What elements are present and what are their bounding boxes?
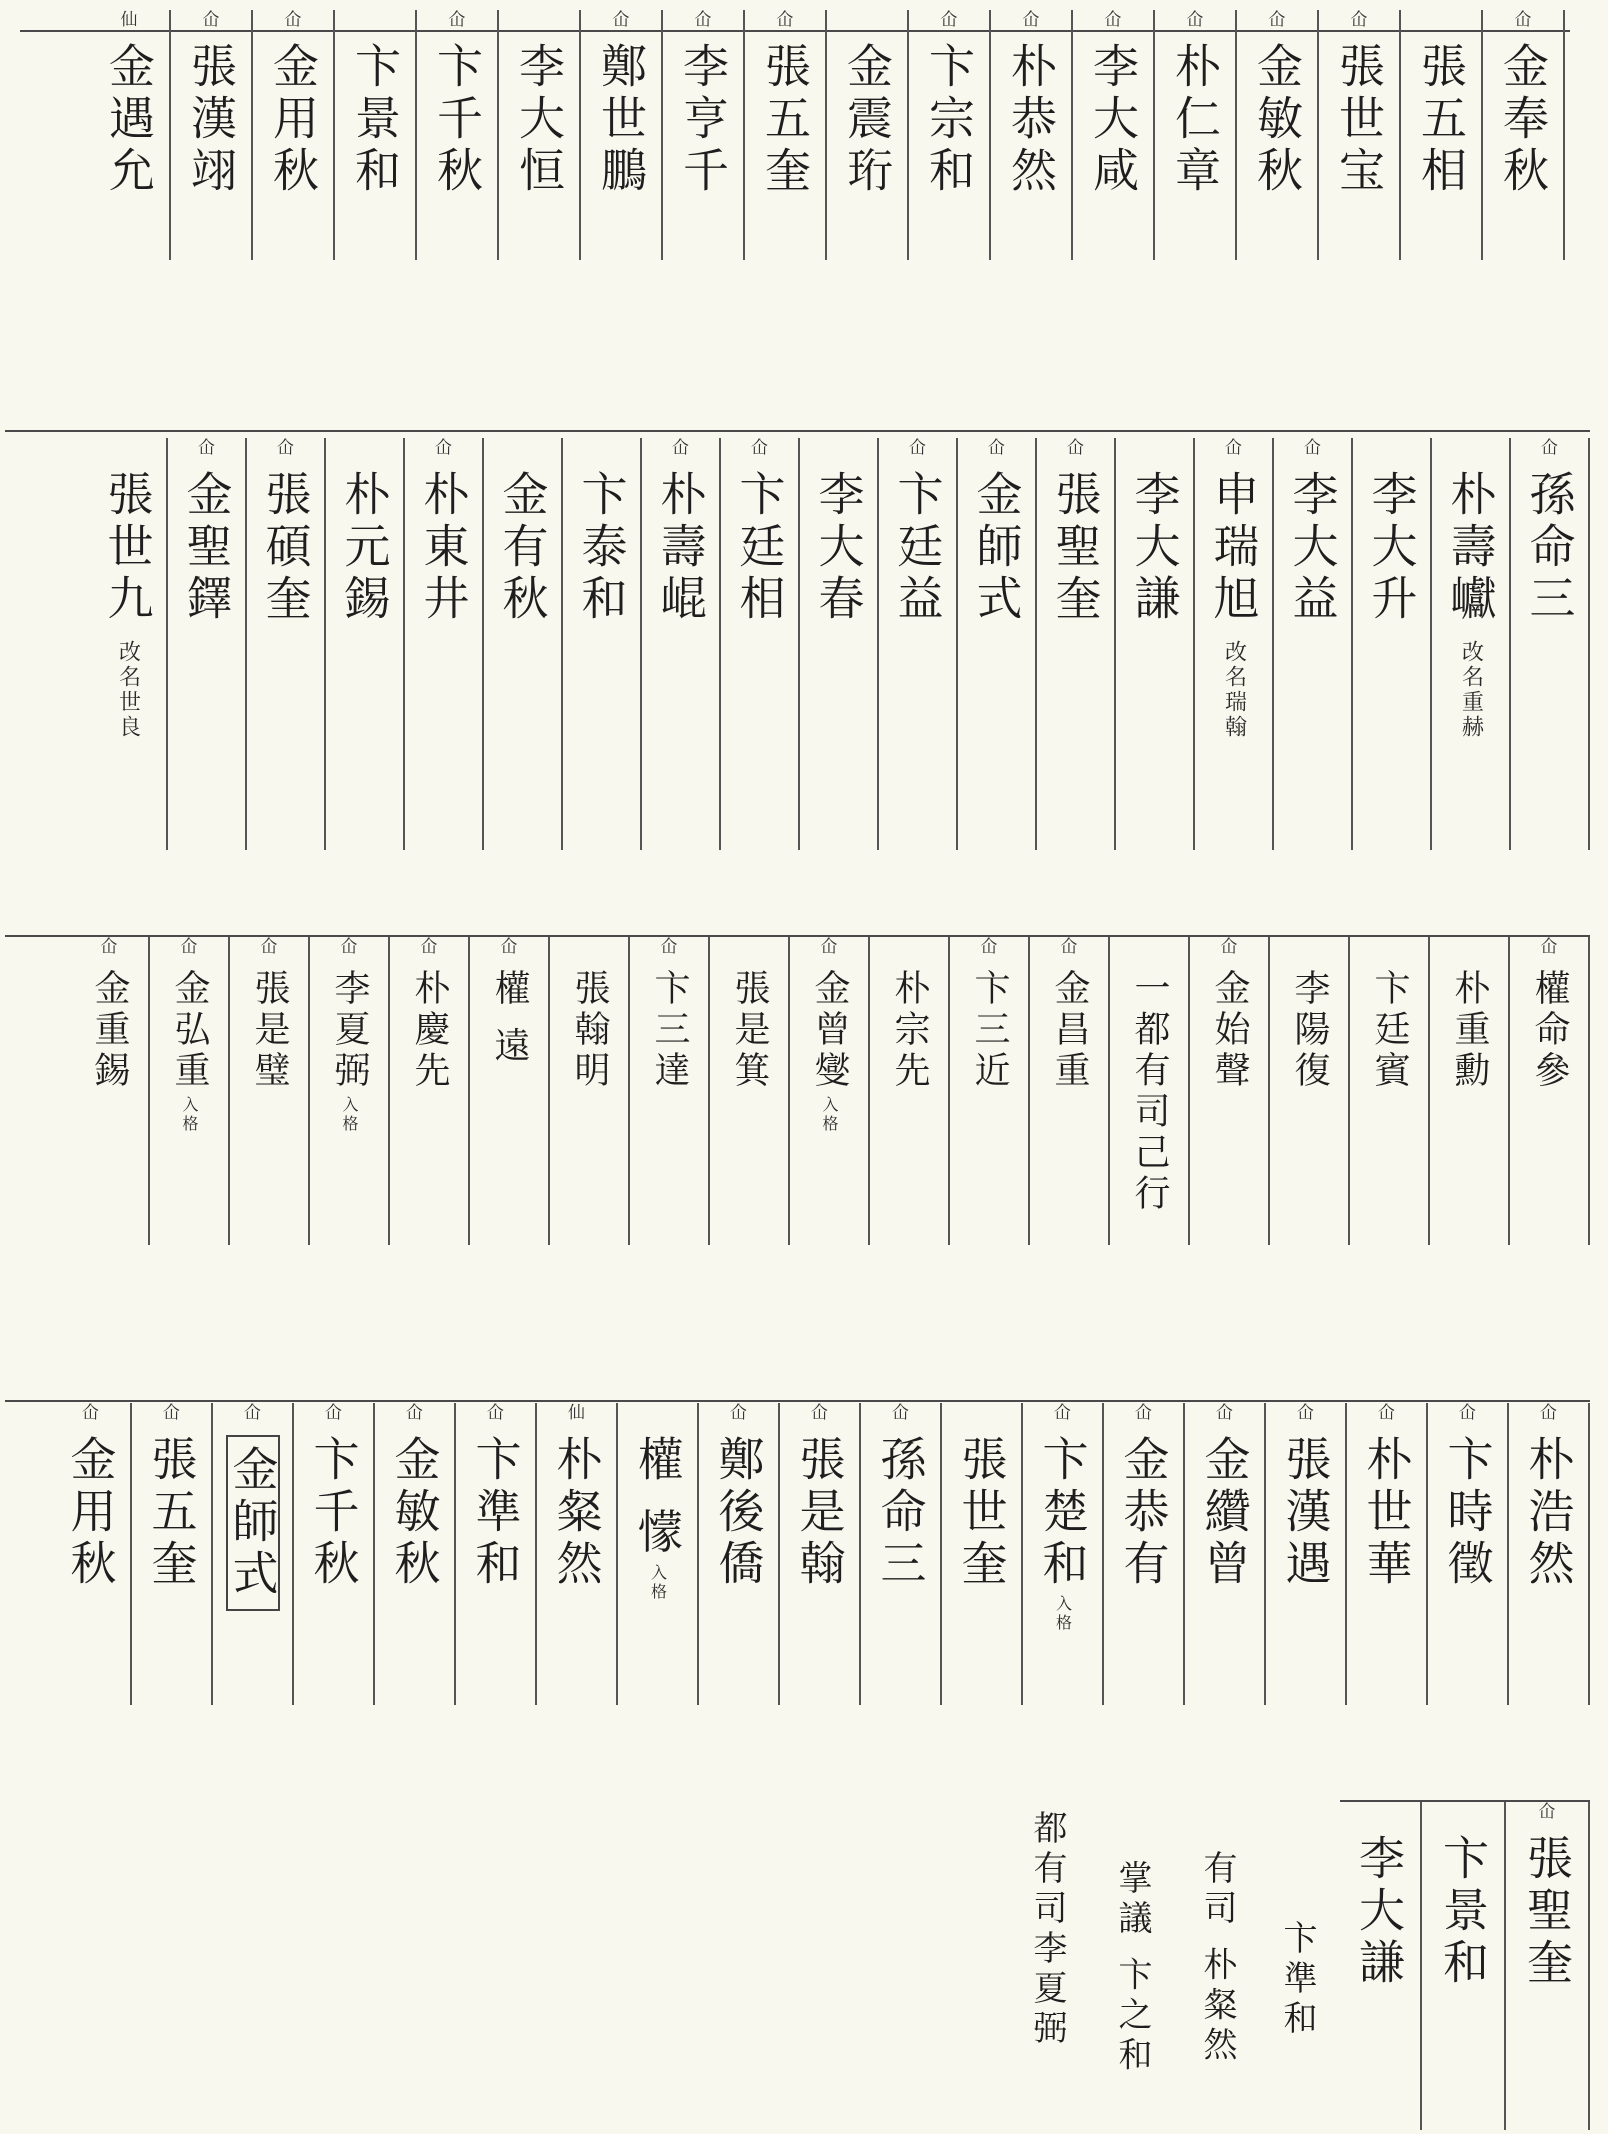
name-column (89, 10, 171, 260)
name-column (581, 10, 663, 260)
attendance-mark: 仚 (202, 10, 220, 30)
attendance-mark: 仚 (1135, 1403, 1152, 1423)
attendance-mark (800, 438, 877, 462)
person-name: 孫命三 (1522, 470, 1577, 626)
attendance-mark: 仚 (180, 937, 198, 957)
name-column (745, 10, 827, 260)
name-column (800, 438, 879, 850)
name-column (1350, 937, 1430, 1245)
person-name: 卞準和 (468, 1435, 523, 1591)
name-column (537, 1403, 618, 1705)
officer-line-1: 卞準和 (1277, 1920, 1317, 2040)
person-name: 卞千秋 (306, 1435, 361, 1591)
person-name: 金聖鐸 (179, 470, 234, 626)
name-column (1116, 438, 1195, 850)
attendance-mark: 仚 (776, 10, 794, 30)
attendance-mark: 仚 (730, 1403, 747, 1423)
person-name: 卞廷相 (732, 470, 787, 626)
attendance-mark: 仚 (1067, 438, 1084, 458)
name-column (699, 1403, 780, 1705)
row-2-rule (5, 430, 1590, 432)
person-name: 卞楚和 (1035, 1435, 1090, 1591)
attendance-mark: 仚 (1104, 10, 1122, 30)
person-name: 李大益 (1285, 470, 1340, 626)
name-column (456, 1403, 537, 1705)
attendance-mark: 仚 (325, 1403, 342, 1423)
attendance-mark (1401, 10, 1481, 34)
name-column (1483, 10, 1565, 260)
name-column (417, 10, 499, 260)
attendance-mark (335, 10, 415, 34)
officer-line-2: 有司 朴粲然 (1197, 1850, 1237, 2067)
person-name: 朴仁章 (1168, 42, 1222, 198)
name-column (1347, 1403, 1428, 1705)
name-column (1104, 1403, 1185, 1705)
attendance-mark: 仚 (284, 10, 302, 30)
person-name: 金師式 (969, 470, 1024, 626)
attendance-mark (1116, 438, 1193, 462)
person-name: 朴壽巘 (1443, 470, 1498, 626)
person-name: 金昌重 (1049, 969, 1090, 1092)
person-name: 卞廷益 (890, 470, 945, 626)
person-name: 張五奎 (758, 42, 812, 198)
name-column (484, 438, 563, 850)
officers-block (1010, 1810, 1340, 2110)
name-column (1506, 1802, 1590, 2130)
name-column (1428, 1403, 1509, 1705)
person-name: 李大恒 (512, 42, 566, 198)
name-column (1274, 438, 1353, 850)
name-note: 改名世良 (115, 640, 141, 740)
person-name: 朴慶先 (409, 969, 450, 1092)
attendance-mark: 仚 (980, 937, 998, 957)
person-name: 李夏弼 (329, 969, 370, 1092)
person-name: 張世九 (100, 470, 155, 626)
attendance-mark (710, 937, 788, 961)
attendance-mark: 仚 (1225, 438, 1242, 458)
person-name: 金曾燮 (809, 969, 850, 1092)
attendance-mark (550, 937, 628, 961)
name-column (827, 10, 909, 260)
name-column (958, 438, 1037, 850)
name-column (1030, 937, 1110, 1245)
person-name: 金用秋 (63, 1435, 118, 1591)
name-row-2 (0, 430, 1608, 850)
attendance-mark: 仚 (448, 10, 466, 30)
attendance-mark (1338, 1802, 1420, 1826)
name-column (780, 1403, 861, 1705)
name-column (375, 1403, 456, 1705)
person-name: 權 懞 (630, 1435, 685, 1560)
name-column (942, 1403, 1023, 1705)
attendance-mark (1110, 937, 1188, 961)
attendance-mark: 仚 (244, 1403, 261, 1423)
name-column (51, 1403, 132, 1705)
person-name: 朴東井 (416, 470, 471, 626)
name-column (1510, 937, 1590, 1245)
name-column (1511, 438, 1590, 850)
person-name: 金奉秋 (1496, 42, 1550, 198)
name-column (1195, 438, 1274, 850)
name-column (1422, 1802, 1506, 2130)
attendance-mark: 仚 (909, 438, 926, 458)
person-name: 張聖奎 (1520, 1834, 1574, 1990)
person-name: 張碩奎 (258, 470, 313, 626)
attendance-mark: 仚 (988, 438, 1005, 458)
person-name: 張是箕 (729, 969, 770, 1092)
attendance-mark: 仚 (1541, 438, 1558, 458)
attendance-mark: 仚 (1054, 1403, 1071, 1423)
person-name: 卞景和 (348, 42, 402, 198)
attendance-mark (484, 438, 561, 462)
name-column (1432, 438, 1511, 850)
person-name: 李大春 (811, 470, 866, 626)
name-column (150, 937, 230, 1245)
attendance-mark (1350, 937, 1428, 961)
person-name: 李亨千 (676, 42, 730, 198)
name-column (1110, 937, 1190, 1245)
person-name: 金師式 (226, 1435, 280, 1611)
attendance-mark: 仙 (568, 1403, 585, 1423)
name-column (247, 438, 326, 850)
name-column (879, 438, 958, 850)
person-name: 孫命三 (873, 1435, 928, 1591)
attendance-mark (942, 1403, 1021, 1427)
name-note: 入格 (820, 1096, 839, 1134)
name-note: 入格 (648, 1563, 668, 1602)
attendance-mark: 仚 (1060, 937, 1078, 957)
name-column (710, 937, 790, 1245)
name-column (499, 10, 581, 260)
name-column (405, 438, 484, 850)
row-4-rule (5, 1400, 1590, 1402)
name-column (618, 1403, 699, 1705)
person-name: 金用秋 (266, 42, 320, 198)
attendance-mark (1270, 937, 1348, 961)
person-name: 權 遠 (489, 969, 530, 1068)
name-column (1401, 10, 1483, 260)
name-column (470, 937, 550, 1245)
attendance-mark: 仚 (1022, 10, 1040, 30)
attendance-mark (499, 10, 579, 34)
person-name: 張是翰 (792, 1435, 847, 1591)
name-column (335, 10, 417, 260)
person-name: 張世宝 (1332, 42, 1386, 198)
name-column (1073, 10, 1155, 260)
person-name: 李大謙 (1352, 1834, 1406, 1990)
attendance-mark: 仚 (487, 1403, 504, 1423)
attendance-mark: 仙 (120, 10, 138, 30)
name-column (870, 937, 950, 1245)
attendance-mark (618, 1403, 697, 1427)
attendance-mark: 仚 (260, 937, 278, 957)
person-name: 朴粲然 (549, 1435, 604, 1591)
attendance-mark: 仚 (435, 438, 452, 458)
attendance-mark (563, 438, 640, 462)
person-name: 卞三近 (969, 969, 1010, 1092)
name-column (132, 1403, 213, 1705)
attendance-mark: 仚 (672, 438, 689, 458)
name-column (950, 937, 1030, 1245)
attendance-mark: 仚 (420, 937, 438, 957)
attendance-mark: 仚 (1538, 1802, 1556, 1822)
attendance-mark (326, 438, 403, 462)
attendance-mark (870, 937, 948, 961)
person-name: 權命參 (1529, 969, 1570, 1092)
name-note: 改名重赫 (1458, 640, 1484, 740)
person-name: 張漢遇 (1278, 1435, 1333, 1591)
name-column (70, 937, 150, 1245)
person-name: 朴恭然 (1004, 42, 1058, 198)
name-column (1190, 937, 1270, 1245)
attendance-mark: 仚 (1378, 1403, 1395, 1423)
person-name: 張漢翊 (184, 42, 238, 198)
name-column (213, 1403, 294, 1705)
person-name: 一都有司己行 (1129, 969, 1170, 1215)
person-name: 李大升 (1364, 470, 1419, 626)
attendance-mark (1422, 1802, 1504, 1826)
name-column (1338, 1802, 1422, 2130)
name-column (909, 10, 991, 260)
name-column (171, 10, 253, 260)
attendance-mark: 仚 (892, 1403, 909, 1423)
attendance-mark: 仚 (1297, 1403, 1314, 1423)
name-column (1237, 10, 1319, 260)
attendance-mark: 仚 (811, 1403, 828, 1423)
person-name: 金敏秋 (387, 1435, 442, 1591)
attendance-mark (827, 10, 907, 34)
officer-line-3: 掌議 卞之和 (1112, 1860, 1152, 2077)
attendance-mark: 仚 (1304, 438, 1321, 458)
name-row-4 (0, 1375, 1608, 1705)
person-name: 朴元錫 (337, 470, 392, 626)
name-row-1 (0, 10, 1608, 260)
person-name: 卞廷賓 (1369, 969, 1410, 1092)
name-column (1037, 438, 1116, 850)
name-column (1155, 10, 1237, 260)
name-column (253, 10, 335, 260)
name-column (630, 937, 710, 1245)
attendance-mark: 仚 (660, 937, 678, 957)
name-column (89, 438, 168, 850)
person-name: 張聖奎 (1048, 470, 1103, 626)
name-column (1430, 937, 1510, 1245)
name-column (861, 1403, 942, 1705)
attendance-mark: 仚 (1540, 937, 1558, 957)
attendance-mark: 仚 (163, 1403, 180, 1423)
attendance-mark: 仚 (198, 438, 215, 458)
attendance-mark: 仚 (1216, 1403, 1233, 1423)
attendance-mark: 仚 (1350, 10, 1368, 30)
person-name: 申瑞旭 (1206, 470, 1261, 626)
person-name: 張五相 (1414, 42, 1468, 198)
attendance-mark (1430, 937, 1508, 961)
person-name: 卞景和 (1436, 1834, 1490, 1990)
person-name: 金纘曾 (1197, 1435, 1252, 1591)
attendance-mark: 仚 (940, 10, 958, 30)
name-note: 入格 (180, 1096, 199, 1134)
person-name: 金有秋 (495, 470, 550, 626)
attendance-mark: 仚 (1459, 1403, 1476, 1423)
attendance-mark: 仚 (1186, 10, 1204, 30)
name-column (1266, 1403, 1347, 1705)
attendance-mark: 仚 (694, 10, 712, 30)
person-name: 金遇允 (102, 42, 156, 198)
attendance-mark: 仚 (1220, 937, 1238, 957)
attendance-mark: 仚 (406, 1403, 423, 1423)
name-column (721, 438, 800, 850)
attendance-mark: 仚 (1540, 1403, 1557, 1423)
person-name: 張世奎 (954, 1435, 1009, 1591)
name-note: 入格 (340, 1096, 359, 1134)
name-column (1270, 937, 1350, 1245)
name-column (230, 937, 310, 1245)
person-name: 張翰明 (569, 969, 610, 1092)
person-name: 李大謙 (1127, 470, 1182, 626)
attendance-mark (89, 438, 166, 462)
person-name: 張五奎 (144, 1435, 199, 1591)
person-name: 金敏秋 (1250, 42, 1304, 198)
person-name: 卞宗和 (922, 42, 976, 198)
attendance-mark: 仚 (751, 438, 768, 458)
attendance-mark: 仚 (277, 438, 294, 458)
attendance-mark: 仚 (820, 937, 838, 957)
name-column (1319, 10, 1401, 260)
person-name: 金弘重 (169, 969, 210, 1092)
name-column (390, 937, 470, 1245)
person-name: 卞時徵 (1440, 1435, 1495, 1591)
name-column (1353, 438, 1432, 850)
person-name: 金震珩 (840, 42, 894, 198)
name-note: 入格 (1053, 1595, 1073, 1633)
person-name: 金恭有 (1116, 1435, 1171, 1591)
name-note: 改名瑞翰 (1221, 640, 1247, 740)
name-column (326, 438, 405, 850)
name-column (1509, 1403, 1590, 1705)
attendance-mark: 仚 (100, 937, 118, 957)
name-column (550, 937, 630, 1245)
name-column (1023, 1403, 1104, 1705)
name-column (642, 438, 721, 850)
person-name: 卞千秋 (430, 42, 484, 198)
person-name: 卞三達 (649, 969, 690, 1092)
person-name: 李大咸 (1086, 42, 1140, 198)
name-column (294, 1403, 375, 1705)
person-name: 金始聲 (1209, 969, 1250, 1092)
person-name: 張是璧 (249, 969, 290, 1092)
attendance-mark (1353, 438, 1430, 462)
person-name: 朴世華 (1359, 1435, 1414, 1591)
officer-line-4: 都有司李夏弼 (1027, 1810, 1067, 2050)
attendance-mark: 仚 (340, 937, 358, 957)
person-name: 朴壽崐 (653, 470, 708, 626)
person-name: 鄭世鵬 (594, 42, 648, 198)
person-name: 朴宗先 (889, 969, 930, 1092)
person-name: 卞泰和 (574, 470, 629, 626)
attendance-mark (1432, 438, 1509, 462)
person-name: 朴浩然 (1521, 1435, 1576, 1591)
name-row-5 (0, 1790, 1608, 2130)
name-column (790, 937, 870, 1245)
attendance-mark: 仚 (82, 1403, 99, 1423)
person-name: 李陽復 (1289, 969, 1330, 1092)
person-name: 金重錫 (89, 969, 130, 1092)
attendance-mark: 仚 (1514, 10, 1532, 30)
person-name: 鄭後僑 (711, 1435, 766, 1591)
name-row-3 (0, 905, 1608, 1245)
name-column (1185, 1403, 1266, 1705)
name-column (991, 10, 1073, 260)
name-column (310, 937, 390, 1245)
name-column (563, 438, 642, 850)
attendance-mark: 仚 (612, 10, 630, 30)
person-name: 朴重勳 (1449, 969, 1490, 1092)
attendance-mark: 仚 (1268, 10, 1286, 30)
name-column (663, 10, 745, 260)
name-column (168, 438, 247, 850)
attendance-mark: 仚 (500, 937, 518, 957)
